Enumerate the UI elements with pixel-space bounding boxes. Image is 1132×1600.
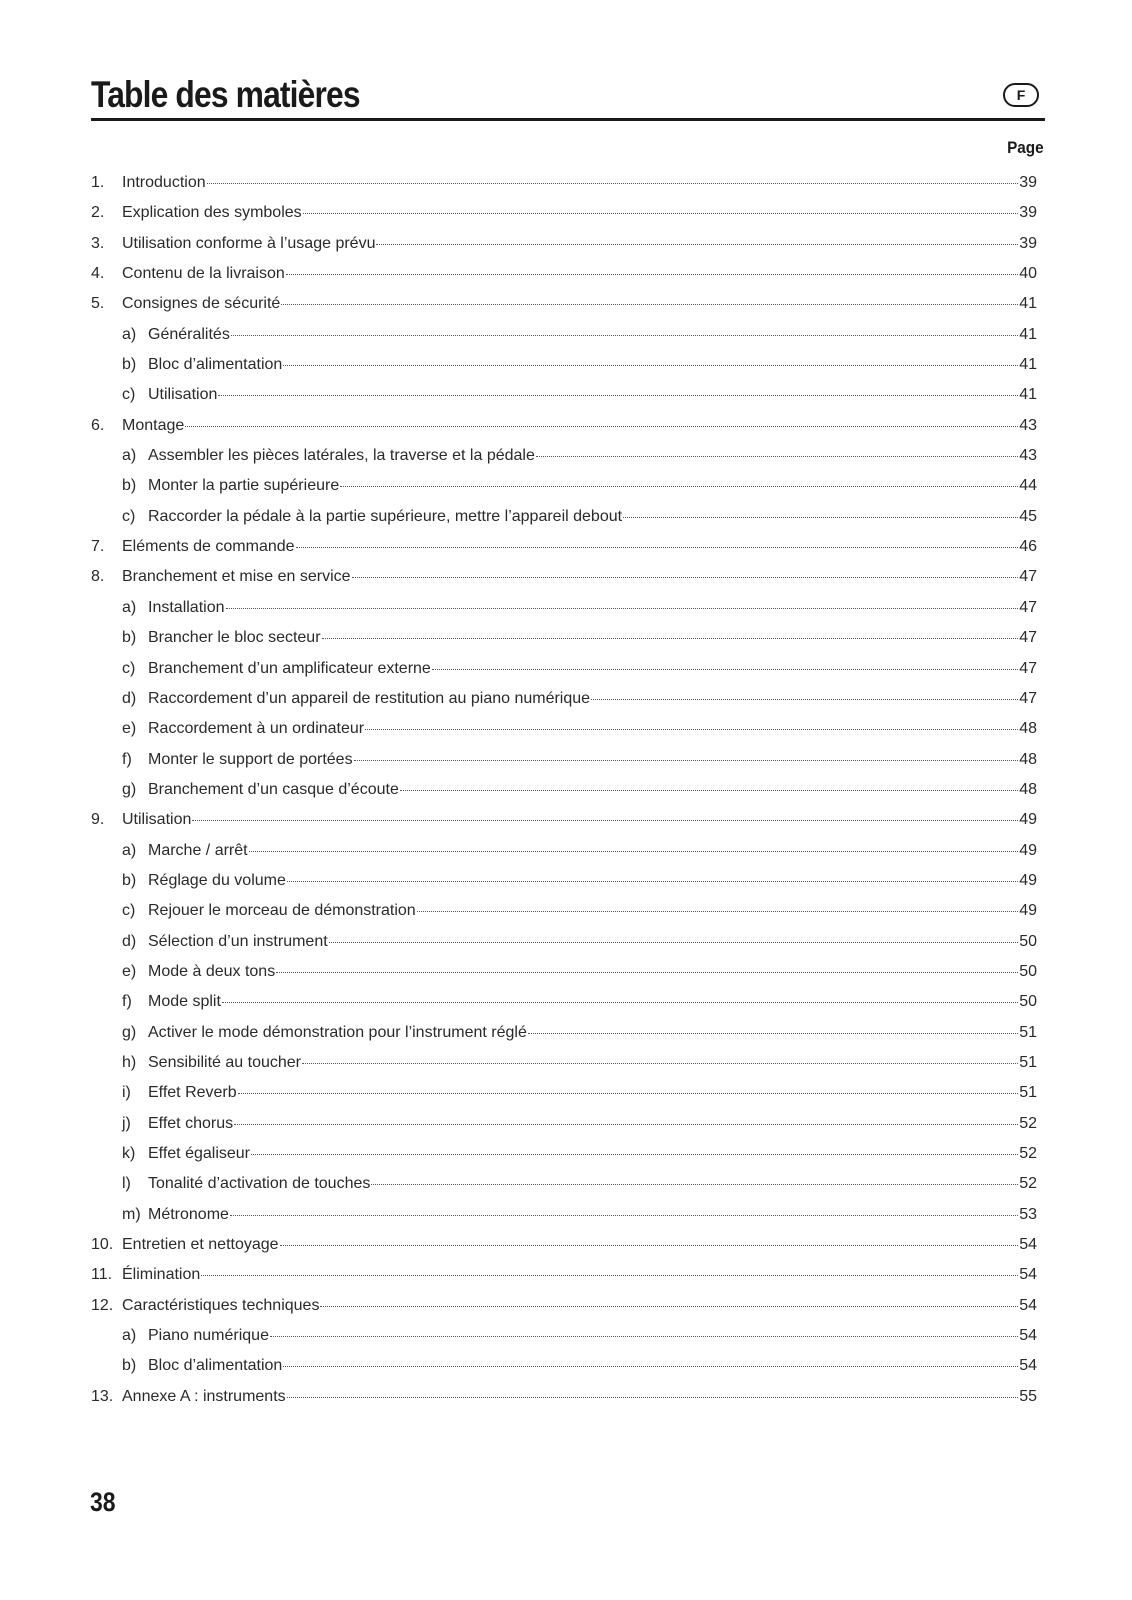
toc-entry[interactable] [91, 1169, 1037, 1199]
page-title: Table des matières [91, 74, 360, 115]
page-column-heading: Page [1007, 138, 1044, 157]
toc-entry-label: Entretien et nettoyage [122, 1236, 279, 1254]
dot-leader [303, 212, 1019, 214]
toc-entry-page: 48 [1019, 750, 1037, 768]
toc-entry-label: Utilisation conforme à l’usage prévu [122, 234, 376, 252]
toc-entry-label: Contenu de la livraison [122, 265, 285, 283]
toc-entry-label: Sélection d’un instrument [148, 932, 328, 950]
toc-entry-letter: a) [122, 841, 137, 859]
dot-leader [231, 334, 1018, 336]
toc-entry-letter: b) [122, 1357, 137, 1375]
toc-entry-label: Introduction [122, 174, 206, 191]
toc-entry-page: 41 [1019, 325, 1037, 343]
dot-leader [192, 819, 1018, 821]
toc-entry[interactable] [91, 866, 1037, 896]
toc-entry-page: 50 [1019, 932, 1037, 950]
toc-entry-letter: f) [122, 993, 132, 1011]
dot-leader [283, 364, 1018, 366]
dot-leader [352, 576, 1019, 578]
toc-entry-label: Monter le support de portées [148, 750, 353, 768]
toc-entry-page: 43 [1019, 447, 1037, 465]
dot-leader [371, 1183, 1018, 1185]
toc-entry-letter: i) [122, 1084, 131, 1102]
toc-entry-page: 51 [1019, 1023, 1037, 1041]
toc-entry[interactable] [91, 593, 1037, 623]
toc-entry-page: 49 [1019, 811, 1037, 829]
toc-entry-label: Sensibilité au toucher [148, 1053, 301, 1071]
toc-entry-label: Branchement et mise en service [122, 568, 351, 586]
toc-entry-page: 47 [1019, 659, 1037, 677]
toc-entry-label: Marche / arrêt [148, 841, 248, 859]
toc-entry-number: 5. [91, 295, 105, 313]
dot-leader [376, 243, 1018, 245]
toc-entry-label: Installation [148, 598, 225, 616]
dot-leader [296, 546, 1019, 548]
toc-entry-letter: a) [122, 447, 137, 465]
toc-entry-letter: b) [122, 629, 137, 647]
dot-leader [322, 637, 1019, 639]
toc-entry-number: 2. [91, 204, 105, 222]
toc-entry[interactable] [91, 229, 1037, 259]
toc-entry-label: Caractéristiques techniques [122, 1296, 320, 1314]
toc-entry-letter: g) [122, 780, 137, 798]
toc-entry-label: Eléments de commande [122, 538, 295, 556]
toc-entry-page: 54 [1019, 1296, 1037, 1314]
toc-entry-label: Réglage du volume [148, 871, 286, 889]
toc-entry-page: 47 [1019, 598, 1037, 616]
dot-leader [417, 910, 1019, 912]
toc-entry-label: Effet égaliseur [148, 1145, 250, 1162]
toc-entry-page: 49 [1019, 871, 1037, 889]
toc-entry-label: Mode split [148, 993, 221, 1011]
page-number: 38 [90, 1487, 116, 1517]
toc-entry-letter: c) [122, 386, 136, 404]
toc-entry[interactable] [91, 320, 1037, 350]
toc-entry-number: 8. [91, 568, 105, 586]
toc-entry[interactable] [91, 1078, 1037, 1108]
dot-leader [234, 1123, 1018, 1125]
toc-entry-label: Assembler les pièces latérales, la traverse et la pédale [148, 447, 535, 465]
dot-leader [238, 1092, 1019, 1094]
toc-entry[interactable] [91, 1200, 1037, 1230]
toc-entry[interactable] [91, 805, 1037, 835]
toc-entry-number: 6. [91, 416, 105, 434]
toc-entry-page: 39 [1019, 204, 1037, 222]
toc-entry-label: Bloc d’alimentation [148, 1357, 283, 1375]
toc-entry-letter: b) [122, 356, 137, 374]
toc-entry-number: 9. [91, 811, 105, 829]
toc-entry-number: 13. [91, 1387, 114, 1405]
dot-leader [432, 668, 1018, 670]
toc-entry-letter: l) [122, 1175, 131, 1193]
toc-entry-page: 54 [1019, 1357, 1037, 1375]
toc-entry[interactable] [91, 380, 1037, 410]
toc-entry-page: 47 [1019, 629, 1037, 647]
toc-entry[interactable] [91, 654, 1037, 684]
dot-leader [329, 941, 1019, 943]
toc-entry-label: Consignes de sécurité [122, 295, 281, 313]
dot-leader [185, 425, 1018, 427]
toc-entry-label: Explication des symboles [122, 204, 302, 222]
toc-entry[interactable] [91, 987, 1037, 1017]
toc-entry-number: 1. [91, 174, 105, 191]
toc-entry[interactable] [91, 745, 1037, 775]
toc-entry[interactable] [91, 1048, 1037, 1078]
toc-entry-letter: d) [122, 689, 137, 707]
toc-entry[interactable] [91, 1260, 1037, 1290]
toc-entry[interactable] [91, 775, 1037, 805]
toc-entry[interactable] [91, 532, 1037, 562]
toc-entry[interactable] [91, 623, 1037, 653]
dot-leader [222, 1001, 1018, 1003]
toc-entry-label: Généralités [148, 325, 230, 343]
toc-entry[interactable] [91, 350, 1037, 380]
toc-entry-page: 39 [1019, 174, 1037, 191]
toc-entry-label: Tonalité d’activation de touches [148, 1175, 371, 1193]
dot-leader [623, 516, 1018, 518]
toc-entry-page: 50 [1019, 962, 1037, 980]
toc-entry-label: Annexe A : instruments [122, 1387, 286, 1405]
dot-leader [287, 1396, 1019, 1398]
dot-leader [280, 1244, 1019, 1246]
toc-entry-page: 51 [1019, 1084, 1037, 1102]
toc-entry-number: 7. [91, 538, 105, 556]
toc-entry-number: 3. [91, 234, 105, 252]
toc-entry[interactable] [91, 957, 1037, 987]
toc-entry-label: Piano numérique [148, 1327, 269, 1345]
toc-entry[interactable] [91, 562, 1037, 592]
toc-entry-label: Mode à deux tons [148, 962, 276, 980]
toc-entry[interactable] [91, 1109, 1037, 1139]
toc-entry-label: Branchement d’un amplificateur externe [148, 659, 431, 677]
toc-entry-page: 55 [1019, 1387, 1037, 1405]
toc-entry-number: 11. [91, 1266, 113, 1284]
toc-entry-page: 47 [1019, 689, 1037, 707]
dot-leader [286, 273, 1018, 275]
dot-leader [354, 759, 1019, 761]
toc-entry-letter: b) [122, 477, 137, 495]
dot-leader [536, 455, 1018, 457]
toc-entry-letter: d) [122, 932, 137, 950]
toc-entry-page: 51 [1019, 1053, 1037, 1071]
toc-entry-letter: c) [122, 507, 136, 525]
dot-leader [365, 728, 1018, 730]
dot-leader [302, 1062, 1018, 1064]
dot-leader [251, 1153, 1018, 1155]
toc-entry-letter: h) [122, 1053, 137, 1071]
toc-entry-label: Effet Reverb [148, 1084, 237, 1102]
toc-entry-letter: m) [122, 1205, 141, 1223]
toc-entry-label: Utilisation [148, 386, 218, 404]
toc-entry-page: 48 [1019, 720, 1037, 738]
toc-entry-number: 12. [91, 1296, 114, 1314]
title-underline [91, 118, 1045, 121]
dot-leader [207, 182, 1019, 184]
dot-leader [287, 880, 1018, 882]
toc-entry-letter: c) [122, 902, 136, 920]
toc-entry-label: Effet chorus [148, 1114, 234, 1132]
toc-entry[interactable] [91, 836, 1037, 866]
toc-entry-page: 47 [1019, 568, 1037, 586]
toc-entry[interactable] [91, 896, 1037, 926]
toc-entry-label: Bloc d’alimentation [148, 356, 283, 374]
toc-entry[interactable] [91, 168, 1037, 198]
toc-entry-letter: e) [122, 962, 137, 980]
dot-leader [591, 698, 1018, 700]
toc-entry-label: Monter la partie supérieure [148, 477, 340, 495]
toc-entry-letter: j) [122, 1114, 131, 1132]
toc-entry-label: Élimination [122, 1266, 201, 1284]
toc-entry-label: Raccorder la pédale à la partie supérieure, mettre l’appareil debout [148, 507, 623, 525]
toc-entry-page: 41 [1019, 295, 1037, 313]
toc-entry-letter: g) [122, 1023, 137, 1041]
toc-entry-page: 53 [1019, 1205, 1037, 1223]
toc-entry-page: 40 [1019, 265, 1037, 283]
toc-entry-letter: b) [122, 871, 137, 889]
toc-entry-page: 45 [1019, 507, 1037, 525]
toc-entry-page: 52 [1019, 1145, 1037, 1162]
dot-leader [201, 1274, 1018, 1276]
toc-entry-label: Raccordement à un ordinateur [148, 720, 365, 738]
toc-entry-letter: a) [122, 325, 137, 343]
dot-leader [320, 1305, 1018, 1307]
toc-entry-page: 48 [1019, 780, 1037, 798]
toc-entry-letter: c) [122, 659, 136, 677]
dot-leader [528, 1032, 1018, 1034]
dot-leader [400, 789, 1018, 791]
language-badge: F [1003, 83, 1039, 107]
toc-entry-page: 52 [1019, 1114, 1037, 1132]
toc-entry[interactable] [91, 471, 1037, 501]
toc-entry-label: Métronome [148, 1205, 229, 1223]
toc-entry-page: 41 [1019, 356, 1037, 374]
dot-leader [276, 971, 1018, 973]
toc-entry-letter: e) [122, 720, 137, 738]
toc-entry-page: 41 [1019, 386, 1037, 404]
table-of-contents [91, 168, 1037, 1412]
toc-entry[interactable] [91, 411, 1037, 441]
toc-entry[interactable] [91, 502, 1037, 532]
dot-leader [218, 394, 1018, 396]
toc-entry[interactable] [91, 927, 1037, 957]
toc-entry-label: Activer le mode démonstration pour l’instrument réglé [148, 1023, 527, 1041]
dot-leader [270, 1335, 1018, 1337]
toc-entry[interactable] [91, 198, 1037, 228]
toc-entry[interactable] [91, 259, 1037, 289]
toc-entry-page: 46 [1019, 538, 1037, 556]
dot-leader [281, 303, 1018, 305]
dot-leader [283, 1365, 1018, 1367]
toc-entry[interactable] [91, 1291, 1037, 1321]
toc-entry-label: Rejouer le morceau de démonstration [148, 902, 416, 920]
toc-entry-page: 54 [1019, 1266, 1037, 1284]
dot-leader [230, 1214, 1018, 1216]
toc-entry-page: 54 [1019, 1327, 1037, 1345]
toc-entry-page: 39 [1019, 234, 1037, 252]
dot-leader [226, 607, 1019, 609]
toc-entry-label: Brancher le bloc secteur [148, 629, 321, 647]
toc-entry-page: 49 [1019, 902, 1037, 920]
toc-entry-page: 44 [1019, 477, 1037, 495]
toc-entry-letter: a) [122, 598, 137, 616]
toc-entry-page: 52 [1019, 1175, 1037, 1193]
toc-entry[interactable] [91, 1230, 1037, 1260]
toc-entry-number: 10. [91, 1236, 114, 1254]
toc-entry-page: 50 [1019, 993, 1037, 1011]
toc-entry[interactable] [91, 1321, 1037, 1351]
toc-entry[interactable] [91, 1139, 1037, 1169]
dot-leader [249, 850, 1019, 852]
toc-entry[interactable] [91, 1382, 1037, 1412]
toc-entry[interactable] [91, 441, 1037, 471]
toc-entry[interactable] [91, 289, 1037, 319]
toc-entry-number: 4. [91, 265, 105, 283]
toc-entry-letter: k) [122, 1145, 136, 1162]
toc-entry[interactable] [91, 714, 1037, 744]
toc-entry-label: Branchement d’un casque d’écoute [148, 780, 399, 798]
dot-leader [340, 485, 1018, 487]
toc-entry[interactable] [91, 1018, 1037, 1048]
toc-entry-page: 43 [1019, 416, 1037, 434]
toc-entry-label: Raccordement d’un appareil de restitution au piano numérique [148, 689, 591, 707]
toc-entry-letter: f) [122, 750, 132, 768]
toc-entry-page: 54 [1019, 1236, 1037, 1254]
toc-entry-letter: a) [122, 1327, 137, 1345]
toc-entry-page: 49 [1019, 841, 1037, 859]
toc-entry[interactable] [91, 684, 1037, 714]
toc-entry-label: Utilisation [122, 811, 192, 829]
toc-entry-label: Montage [122, 416, 185, 434]
toc-entry[interactable] [91, 1351, 1037, 1381]
